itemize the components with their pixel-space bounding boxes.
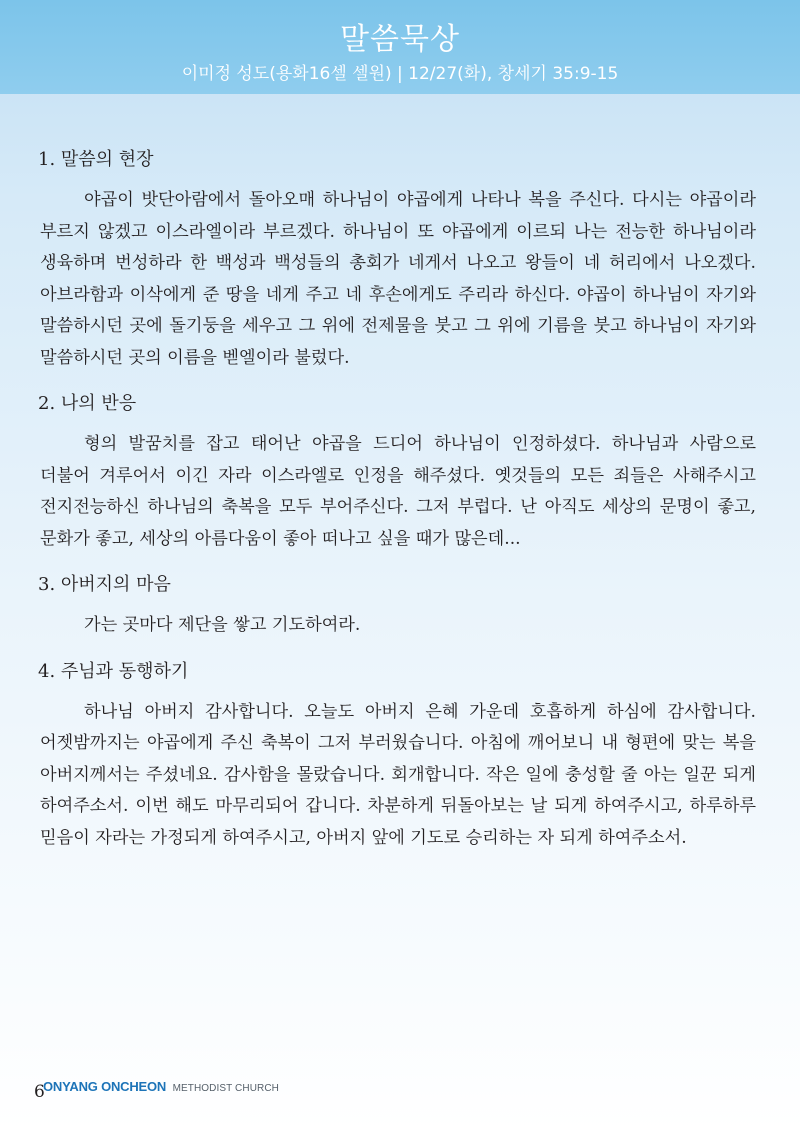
section-my-response [38,390,758,555]
church-logo-suffix: METHODIST CHURCH [172,1083,279,1094]
section-heading: 2. 나의 반응 [38,393,137,414]
section-body: 가는 곳마다 제단을 쌓고 기도하여라. [84,615,361,635]
section-body: 하나님 아버지 감사합니다. 오늘도 아버지 은혜 가운데 호흡하게 하심에 감사합니다. 어젯밤까지는 야곱에게 주신 축복이 그저 부러웠습니다. 아침에 깨어보니 내 형편에 맞는 복을 아버지께서는 주셨네요. 감사함을 몰랐습니다. 회개합니다. 작은 일에 충성할 줄 아는 일꾼 되게 하여주소서. 이번 해도 마무리되어 갑니다. 차분하게 뒤돌아보는 날 되게 하여주시고, 하루하루 믿음이 자라는 가정되게 하여주시고, 아버지 앞에 기도로 승리하는 자 되게 하여주소서. [40,701,756,848]
section-scripture-scene [38,146,758,374]
section-heading: 3. 아버지의 마음 [38,574,171,595]
section-walking-with-lord [38,658,758,855]
section-body: 야곱이 밧단아람에서 돌아오매 하나님이 야곱에게 나타나 복을 주신다. 다시는 야곱이라 부르지 않겠고 이스라엘이라 부르겠다. 하나님이 또 야곱에게 이르되 나는 전능한 하나님이라 생육하며 번성하라 한 백성과 백성들의 총회가 네게서 나오고 왕들이 네 허리에서 나오겠다. 아브라함과 이삭에게 준 땅을 네게 주고 네 후손에게도 주리라 하신다. 야곱이 하나님이 자기와 말씀하시던 곳에 돌기둥을 세우고 그 위에 전제물을 붓고 그 위에 기름을 붓고 하나님이 자기와 말씀하시던 곳의 이름을 벧엘이라 불렀다. [40,190,756,368]
church-logo [43,1078,279,1096]
church-logo-name: ONYANG ONCHEON [43,1079,167,1094]
section-body: 형의 발꿈치를 잡고 태어난 야곱을 드디어 하나님이 인정하셨다. 하나님과 사람으로 더불어 겨루어서 이긴 자라 이스라엘로 인정을 해주셨다. 옛것들의 모든 죄들은 사해주시고 전지전능하신 하나님의 축복을 모두 부어주신다. 그저 부럽다. 난 아직도 세상의 문명이 좋고, 문화가 좋고, 세상의 아름다움이 좋아 떠나고 싶을 때가 많은데... [40,434,756,549]
page-title: 말씀묵상 [340,22,460,57]
section-heading: 1. 말씀의 현장 [38,149,154,170]
meditation-content [38,146,758,870]
section-heading: 4. 주님과 동행하기 [38,660,189,682]
author-date-scripture: 이미정 성도(용화16셀 셀원) | 12/27(화), 창세기 35:9-15 [181,64,619,84]
page-header [0,0,800,94]
page-number: 6 [34,1082,45,1102]
section-fathers-heart [38,571,758,642]
